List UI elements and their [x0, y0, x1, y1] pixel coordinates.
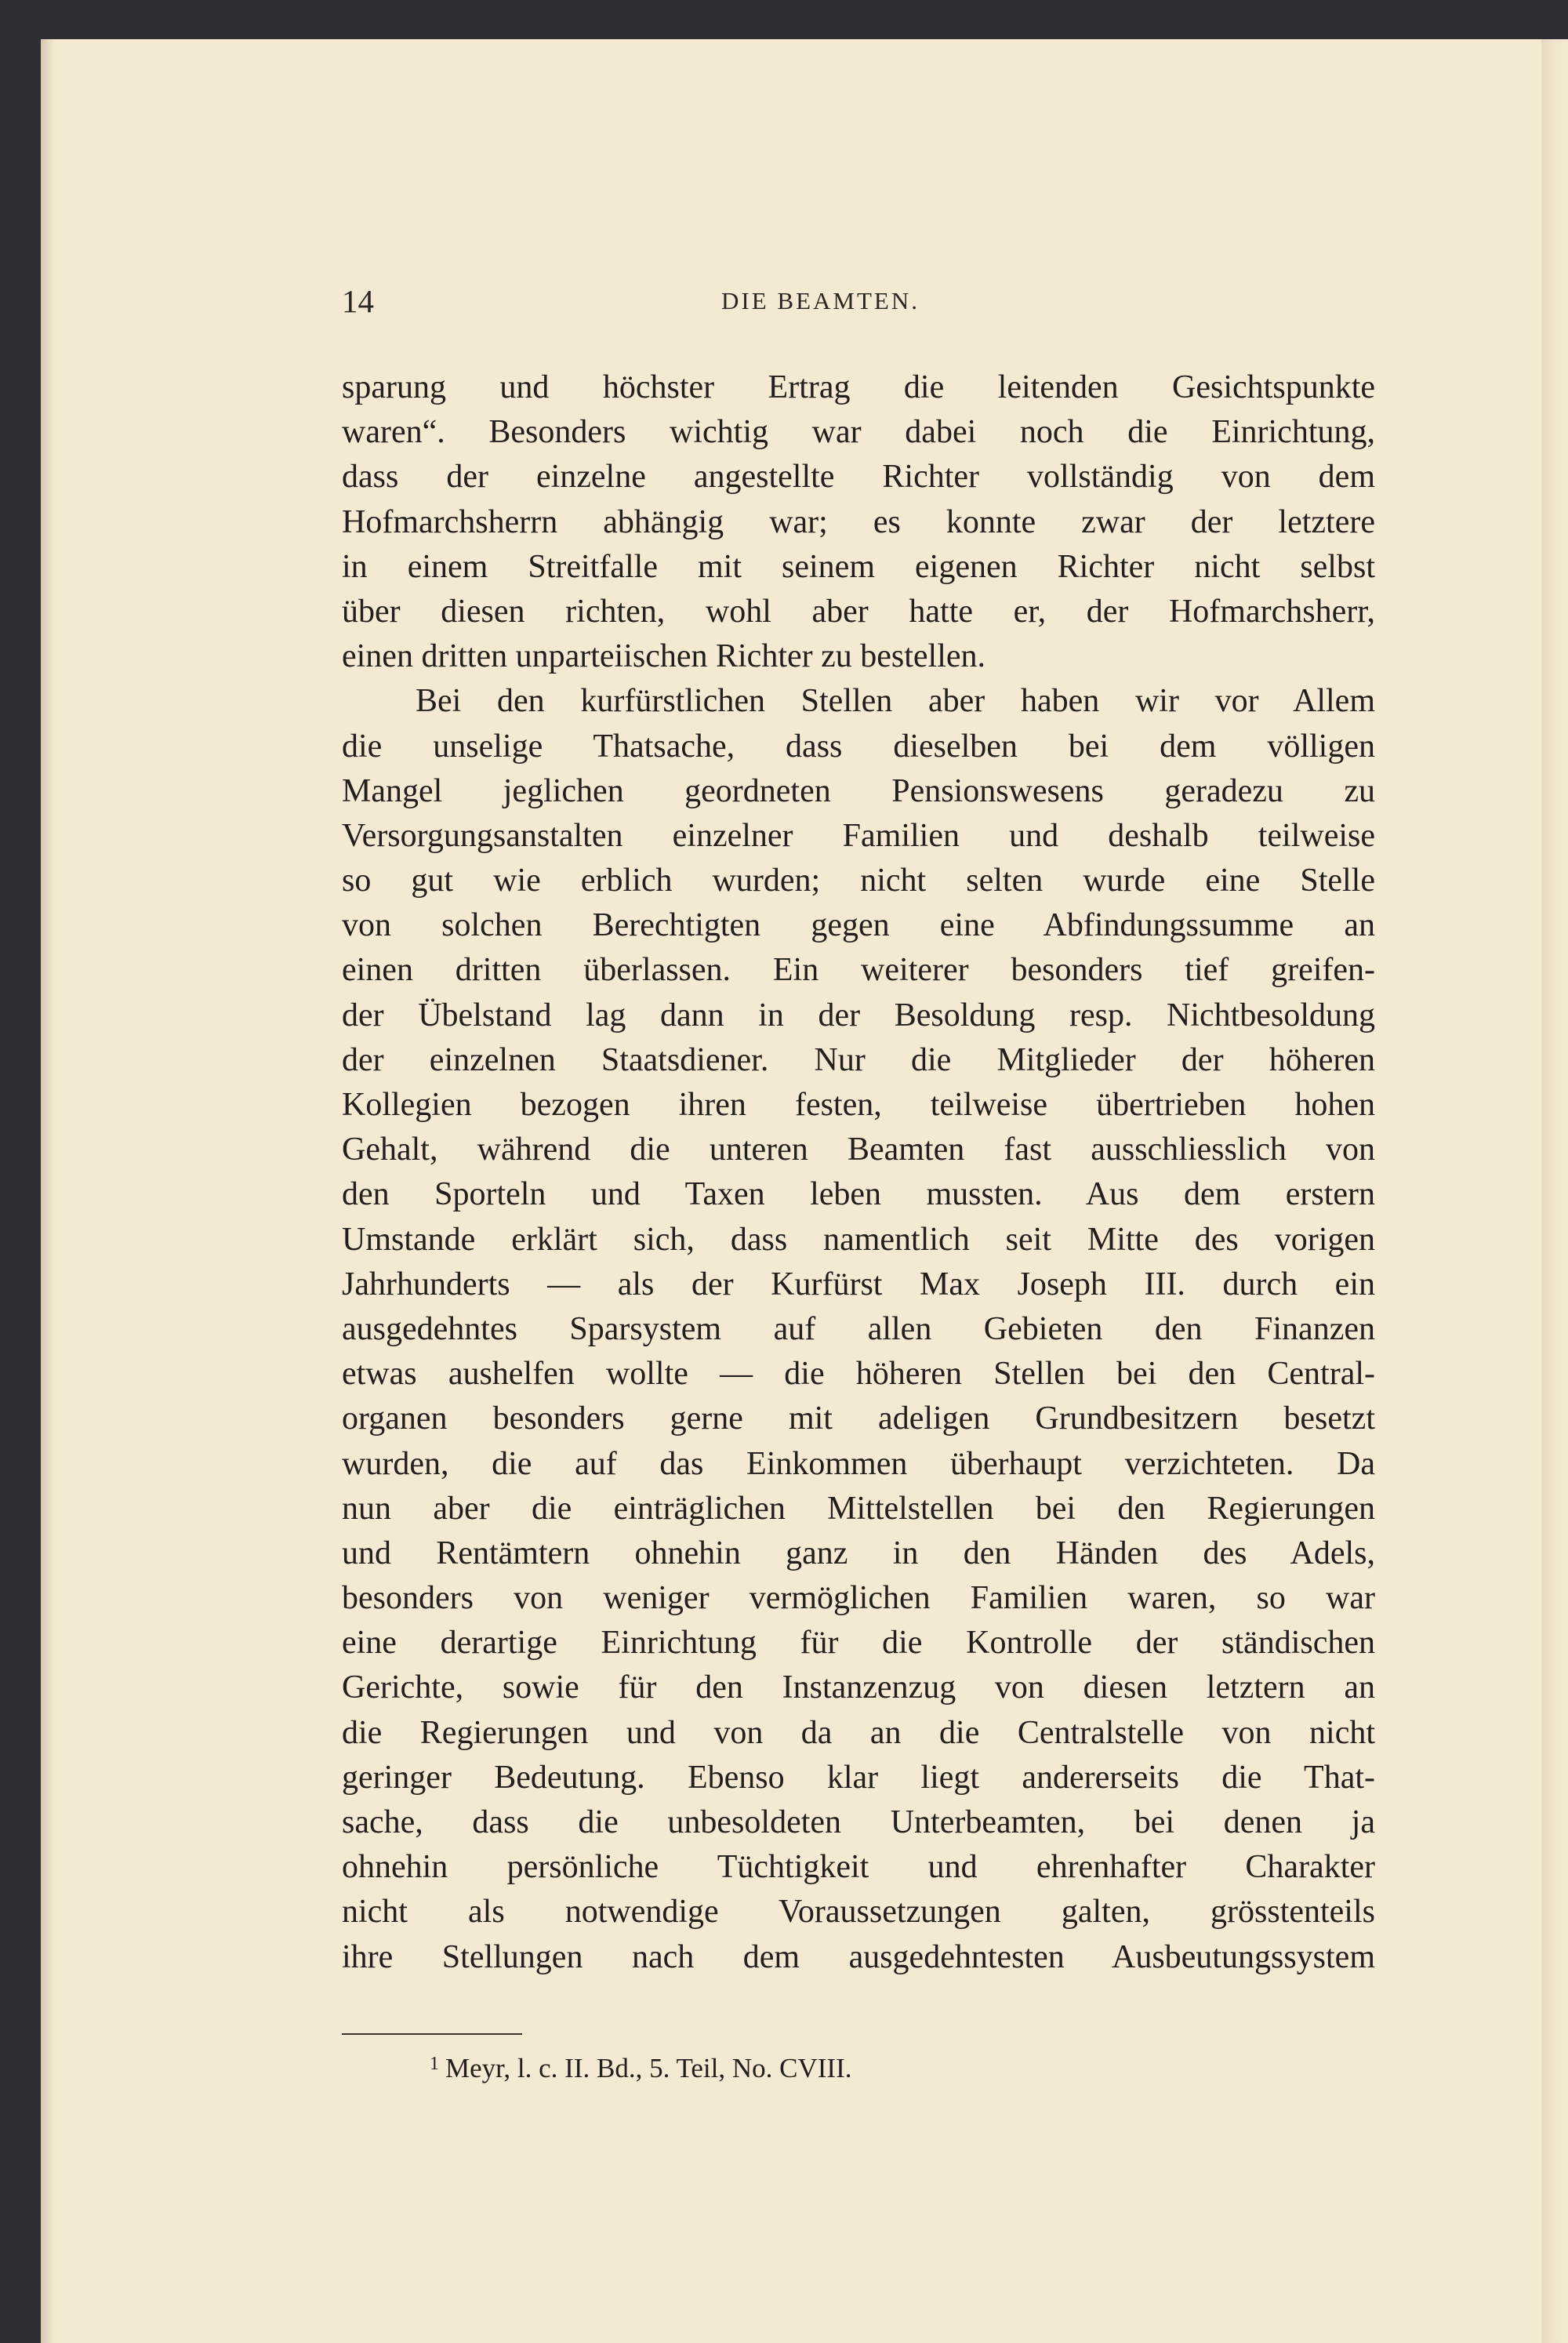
text-line: ihre Stellungen nach dem ausgedehntesten Ausbeutungssystem — [342, 1938, 1375, 1975]
text-line: Umstande erklärt sich, dass namentlich seit Mitte des vorigen — [342, 1221, 1375, 1258]
text-line: waren“. Besonders wichtig war dabei noch die Einrichtung, — [342, 414, 1375, 451]
text-line: Jahrhunderts — als der Kurfürst Max Joseph III. durch ein — [342, 1266, 1375, 1302]
footnote-marker: 1 — [430, 2054, 439, 2074]
gutter-shadow — [41, 39, 55, 2343]
text-line: Versorgungsanstalten einzelner Familien und deshalb teilweise — [342, 817, 1375, 854]
text-line: wurden, die auf das Einkommen überhaupt verzichteten. Da — [342, 1445, 1375, 1482]
text-line: ohnehin persönliche Tüchtigkeit und ehrenhafter Charakter — [342, 1849, 1375, 1886]
text-line: über diesen richten, wohl aber hatte er, der Hofmarchsherr, — [342, 593, 1375, 630]
text-line: besonders von weniger vermöglichen Familien waren, so war — [342, 1580, 1375, 1617]
footnote — [430, 2053, 851, 2084]
text-line: Kollegien bezogen ihren festen, teilweise übertrieben hohen — [342, 1087, 1375, 1123]
text-line: dass der einzelne angestellte Richter vollständig von dem — [342, 459, 1375, 496]
text-line: und Rentämtern ohnehin ganz in den Händen des Adels, — [342, 1535, 1375, 1571]
text-line: geringer Bedeutung. Ebenso klar liegt andererseits die That- — [342, 1759, 1375, 1796]
text-line: Bei den kurfürstlichen Stellen aber haben wir vor Allem — [416, 683, 1375, 720]
footnote-divider — [342, 2033, 522, 2035]
running-head — [41, 282, 1568, 329]
text-line: der einzelnen Staatsdiener. Nur die Mitglieder der höheren — [342, 1041, 1375, 1078]
running-title: DIE BEAMTEN. — [721, 287, 920, 314]
text-line: etwas aushelfen wollte — die höheren Stellen bei den Central- — [342, 1356, 1375, 1393]
book-page — [41, 39, 1568, 2343]
footnote-text: Meyr, l. c. II. Bd., 5. Teil, No. CVIII. — [445, 2053, 852, 2083]
text-line: sache, dass die unbesoldeten Unterbeamten, bei denen ja — [342, 1804, 1375, 1840]
text-line: sparung und höchster Ertrag die leitenden Gesichtspunkte — [342, 369, 1375, 405]
text-line: nun aber die einträglichen Mittelstellen bei den Regierungen — [342, 1490, 1375, 1527]
body-text — [342, 365, 1375, 1980]
text-line: Mangel jeglichen geordneten Pensionswesens geradezu zu — [342, 772, 1375, 809]
text-line: nicht als notwendige Voraussetzungen galten, grösstenteils — [342, 1894, 1375, 1931]
page-edge — [1541, 39, 1568, 2343]
text-line: die unselige Thatsache, dass dieselben bei dem völligen — [342, 728, 1375, 765]
text-line: ausgedehntes Sparsystem auf allen Gebieten den Finanzen — [342, 1310, 1375, 1347]
page-number: 14 — [342, 283, 374, 319]
text-line: Gerichte, sowie für den Instanzenzug von diesen letztern an — [342, 1669, 1375, 1706]
text-line: in einem Streitfalle mit seinem eigenen Richter nicht selbst — [342, 548, 1375, 585]
text-line: den Sporteln und Taxen leben mussten. Aus dem erstern — [342, 1176, 1375, 1213]
text-line: der Übelstand lag dann in der Besoldung resp. Nichtbesoldung — [342, 997, 1375, 1033]
text-line: Hofmarchsherrn abhängig war; es konnte zwar der letztere — [342, 503, 1375, 540]
text-line: Gehalt, während die unteren Beamten fast ausschliesslich von — [342, 1132, 1375, 1168]
text-line: einen dritten überlassen. Ein weiterer besonders tief greifen- — [342, 952, 1375, 989]
text-line: organen besonders gerne mit adeligen Grundbesitzern besetzt — [342, 1400, 1375, 1437]
text-line: eine derartige Einrichtung für die Kontrolle der ständischen — [342, 1625, 1375, 1662]
text-line: die Regierungen und von da an die Centralstelle von nicht — [342, 1714, 1375, 1751]
text-line: einen dritten unparteiischen Richter zu bestellen. — [342, 638, 986, 675]
text-line: so gut wie erblich wurden; nicht selten wurde eine Stelle — [342, 863, 1375, 899]
text-line: von solchen Berechtigten gegen eine Abfindungssumme an — [342, 907, 1375, 944]
